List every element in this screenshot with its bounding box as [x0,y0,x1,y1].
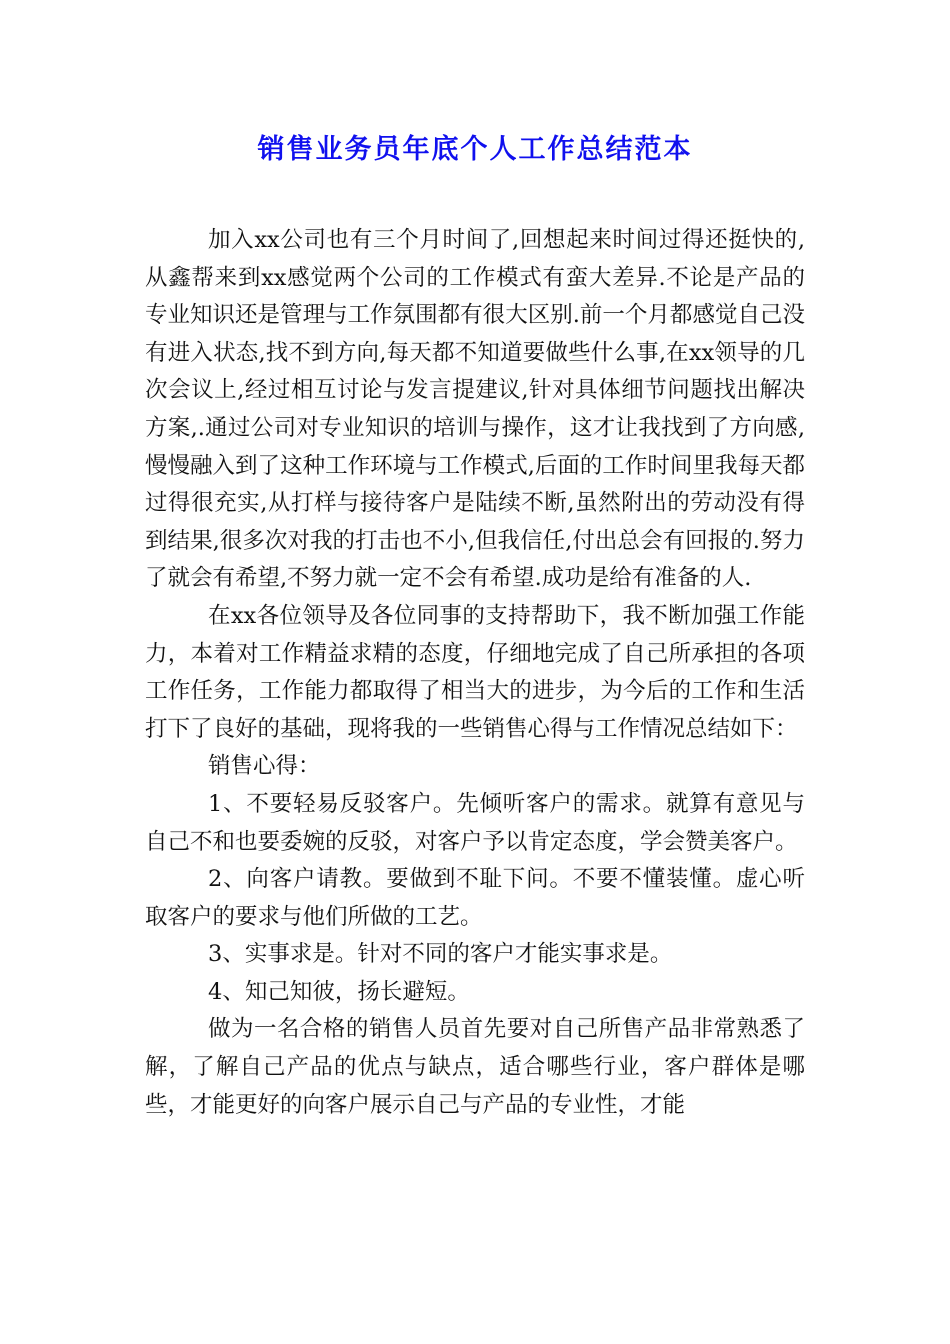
document-title: 销售业务员年底个人工作总结范本 [257,134,693,165]
paragraph-tip-4: 4、知己知彼，扬长避短。 [208,978,470,1005]
paragraph-tip-3: 3、实事求是。针对不同的客户才能实事求是。 [208,941,673,968]
paragraph-tip-1: 1、不要轻易反驳客户。先倾听客户的需求。就算有意见与自己不和也要委婉的反驳，对客户予以肯定态度，学会赞美客户。 [145,790,805,855]
paragraph-summary-lead: 在xx各位领导及各位同事的支持帮助下，我不断加强工作能力，本着对工作精益求精的态度，仔细地完成了自己所承担的各项工作任务，工作能力都取得了相当大的进步，为今后的工作和生活打下了良好的基础，现将我的一些销售心得与工作情况总结如下： [145,602,805,742]
document-body [145,222,805,1124]
paragraph-product-knowledge: 做为一名合格的销售人员首先要对自己所售产品非常熟悉了解，了解自己产品的优点与缺点，适合哪些行业，客户群体是哪些，才能更好的向客户展示自己与产品的专业性，才能 [145,1016,805,1118]
paragraph-tip-2: 2、向客户请教。要做到不耻下问。不要不懂装懂。虚心听取客户的要求与他们所做的工艺。 [145,866,805,930]
paragraph-intro: 加入xx公司也有三个月时间了,回想起来时间过得还挺快的,从鑫帮来到xx感觉两个公司的工作模式有蛮大差异.不论是产品的专业知识还是管理与工作氛围都有很大区别.前一个月都感觉自己没有进入状态,找不到方向,每天都不知道要做些什么事,在xx领导的几次会议上,经过相互讨论与发言提建议,针对具体细节问题找出解决方案,.通过公司对专业知识的培训与操作，这才让我找到了方向感,慢慢融入到了这种工作环境与工作模式,后面的工作时间里我每天都过得很充实,从打样与接待客户是陆续不断,虽然附出的劳动没有得到结果,很多次对我的打击也不小,但我信任,付出总会有回报的.努力了就会有希望,不努力就一定不会有希望.成功是给有准备的人. [145,227,805,592]
paragraph-heading-sales-tips: 销售心得： [208,753,321,780]
